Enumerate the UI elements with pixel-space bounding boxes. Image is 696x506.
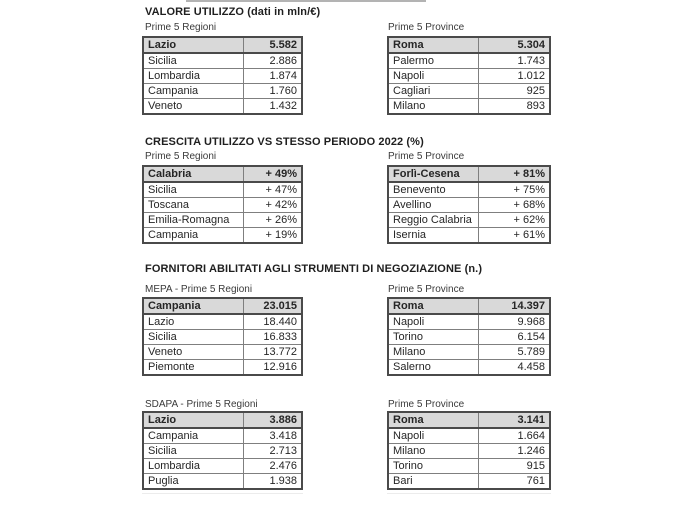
- cropped-content-artifact-top: [186, 0, 426, 2]
- table-row: [388, 182, 550, 198]
- value-cell: + 75%: [479, 182, 551, 198]
- entity-name-cell: Roma: [388, 37, 479, 53]
- entity-name-cell: Sicilia: [143, 182, 244, 198]
- table-row: [388, 228, 550, 244]
- table-row: [143, 198, 302, 213]
- table-label-mepa-regioni: MEPA - Prime 5 Regioni: [145, 284, 253, 295]
- table-label-sdapa-province: Prime 5 Province: [388, 399, 465, 410]
- entity-name-cell: Napoli: [388, 428, 479, 444]
- table-row: [143, 314, 302, 330]
- value-cell: + 42%: [244, 198, 303, 213]
- value-cell: 18.440: [244, 314, 303, 330]
- entity-name-cell: Lazio: [143, 37, 244, 53]
- value-cell: 2.886: [244, 53, 303, 69]
- section-title-valore-utilizzo: VALORE UTILIZZO (dati in mln/€): [145, 6, 321, 18]
- value-cell: + 61%: [479, 228, 551, 244]
- entity-name-cell: Sicilia: [143, 330, 244, 345]
- value-cell: + 68%: [479, 198, 551, 213]
- table-sdapa-regioni: [142, 411, 303, 490]
- table-valore-province: [387, 36, 551, 115]
- value-cell: 13.772: [244, 345, 303, 360]
- table-row: [388, 213, 550, 228]
- table-crescita-regioni: [142, 165, 303, 244]
- table-shadow-line-left: [142, 493, 303, 494]
- table-row: [388, 69, 550, 84]
- table-row: [143, 444, 302, 459]
- table-header-row: [388, 166, 550, 182]
- entity-name-cell: Roma: [388, 412, 479, 428]
- value-cell: 2.713: [244, 444, 303, 459]
- entity-name-cell: Torino: [388, 330, 479, 345]
- table-label-crescita-province: Prime 5 Province: [388, 151, 465, 162]
- value-cell: 893: [479, 99, 551, 115]
- entity-name-cell: Sicilia: [143, 53, 244, 69]
- entity-name-cell: Campania: [143, 84, 244, 99]
- entity-name-cell: Piemonte: [143, 360, 244, 376]
- entity-name-cell: Lombardia: [143, 69, 244, 84]
- table-row: [388, 459, 550, 474]
- table-row: [143, 69, 302, 84]
- table-header-row: [143, 298, 302, 314]
- value-cell: 12.916: [244, 360, 303, 376]
- table-row: [143, 428, 302, 444]
- value-cell: 915: [479, 459, 551, 474]
- table-shadow-line-right: [387, 493, 551, 494]
- table-row: [388, 345, 550, 360]
- entity-name-cell: Palermo: [388, 53, 479, 69]
- value-cell: 9.968: [479, 314, 551, 330]
- value-cell: 6.154: [479, 330, 551, 345]
- entity-name-cell: Bari: [388, 474, 479, 490]
- value-cell: 761: [479, 474, 551, 490]
- table-row: [388, 428, 550, 444]
- table-row: [388, 474, 550, 490]
- table-header-row: [143, 37, 302, 53]
- entity-name-cell: Veneto: [143, 345, 244, 360]
- value-cell: 3.418: [244, 428, 303, 444]
- table-mepa-regioni: [142, 297, 303, 376]
- value-cell: 925: [479, 84, 551, 99]
- entity-name-cell: Lombardia: [143, 459, 244, 474]
- entity-name-cell: Emilia-Romagna: [143, 213, 244, 228]
- value-cell: 4.458: [479, 360, 551, 376]
- table-row: [143, 474, 302, 490]
- entity-name-cell: Napoli: [388, 69, 479, 84]
- value-cell: 5.582: [244, 37, 303, 53]
- table-row: [143, 182, 302, 198]
- value-cell: 16.833: [244, 330, 303, 345]
- value-cell: + 19%: [244, 228, 303, 244]
- table-valore-regioni: [142, 36, 303, 115]
- entity-name-cell: Sicilia: [143, 444, 244, 459]
- value-cell: + 47%: [244, 182, 303, 198]
- entity-name-cell: Salerno: [388, 360, 479, 376]
- table-row: [388, 99, 550, 115]
- entity-name-cell: Lazio: [143, 412, 244, 428]
- table-label-valore-province: Prime 5 Province: [388, 22, 465, 33]
- table-header-row: [388, 412, 550, 428]
- entity-name-cell: Veneto: [143, 99, 244, 115]
- entity-name-cell: Roma: [388, 298, 479, 314]
- entity-name-cell: Milano: [388, 444, 479, 459]
- table-row: [143, 345, 302, 360]
- value-cell: 5.304: [479, 37, 551, 53]
- section-title-crescita-utilizzo: CRESCITA UTILIZZO VS STESSO PERIODO 2022 (%): [145, 136, 424, 148]
- table-row: [388, 198, 550, 213]
- value-cell: 3.141: [479, 412, 551, 428]
- table-label-crescita-regioni: Prime 5 Regioni: [145, 151, 217, 162]
- value-cell: + 49%: [244, 166, 303, 182]
- table-header-row: [143, 166, 302, 182]
- value-cell: + 26%: [244, 213, 303, 228]
- table-row: [143, 213, 302, 228]
- section-title-fornitori-abilitati: FORNITORI ABILITATI AGLI STRUMENTI DI NEGOZIAZIONE (n.): [145, 263, 483, 275]
- table-header-row: [388, 37, 550, 53]
- table-row: [388, 360, 550, 376]
- table-header-row: [143, 412, 302, 428]
- table-row: [143, 330, 302, 345]
- entity-name-cell: Campania: [143, 428, 244, 444]
- value-cell: 1.432: [244, 99, 303, 115]
- table-header-row: [388, 298, 550, 314]
- table-row: [388, 84, 550, 99]
- value-cell: + 62%: [479, 213, 551, 228]
- value-cell: 23.015: [244, 298, 303, 314]
- value-cell: 1.012: [479, 69, 551, 84]
- value-cell: 3.886: [244, 412, 303, 428]
- entity-name-cell: Napoli: [388, 314, 479, 330]
- value-cell: 1.874: [244, 69, 303, 84]
- entity-name-cell: Forlì-Cesena: [388, 166, 479, 182]
- table-row: [388, 314, 550, 330]
- value-cell: 1.760: [244, 84, 303, 99]
- entity-name-cell: Milano: [388, 345, 479, 360]
- table-row: [143, 53, 302, 69]
- value-cell: + 81%: [479, 166, 551, 182]
- table-row: [143, 228, 302, 244]
- table-row: [388, 330, 550, 345]
- entity-name-cell: Puglia: [143, 474, 244, 490]
- table-row: [388, 444, 550, 459]
- entity-name-cell: Torino: [388, 459, 479, 474]
- table-row: [388, 53, 550, 69]
- table-row: [143, 459, 302, 474]
- value-cell: 2.476: [244, 459, 303, 474]
- table-row: [143, 99, 302, 115]
- value-cell: 1.246: [479, 444, 551, 459]
- value-cell: 14.397: [479, 298, 551, 314]
- entity-name-cell: Milano: [388, 99, 479, 115]
- entity-name-cell: Benevento: [388, 182, 479, 198]
- table-crescita-province: [387, 165, 551, 244]
- table-label-sdapa-regioni: SDAPA - Prime 5 Regioni: [145, 399, 258, 410]
- value-cell: 1.743: [479, 53, 551, 69]
- entity-name-cell: Campania: [143, 298, 244, 314]
- entity-name-cell: Lazio: [143, 314, 244, 330]
- value-cell: 1.664: [479, 428, 551, 444]
- value-cell: 1.938: [244, 474, 303, 490]
- entity-name-cell: Toscana: [143, 198, 244, 213]
- entity-name-cell: Calabria: [143, 166, 244, 182]
- table-sdapa-province: [387, 411, 551, 490]
- entity-name-cell: Campania: [143, 228, 244, 244]
- table-row: [143, 84, 302, 99]
- value-cell: 5.789: [479, 345, 551, 360]
- table-row: [143, 360, 302, 376]
- entity-name-cell: Cagliari: [388, 84, 479, 99]
- entity-name-cell: Avellino: [388, 198, 479, 213]
- entity-name-cell: Isernia: [388, 228, 479, 244]
- table-label-mepa-province: Prime 5 Province: [388, 284, 465, 295]
- table-label-valore-regioni: Prime 5 Regioni: [145, 22, 217, 33]
- entity-name-cell: Reggio Calabria: [388, 213, 479, 228]
- table-mepa-province: [387, 297, 551, 376]
